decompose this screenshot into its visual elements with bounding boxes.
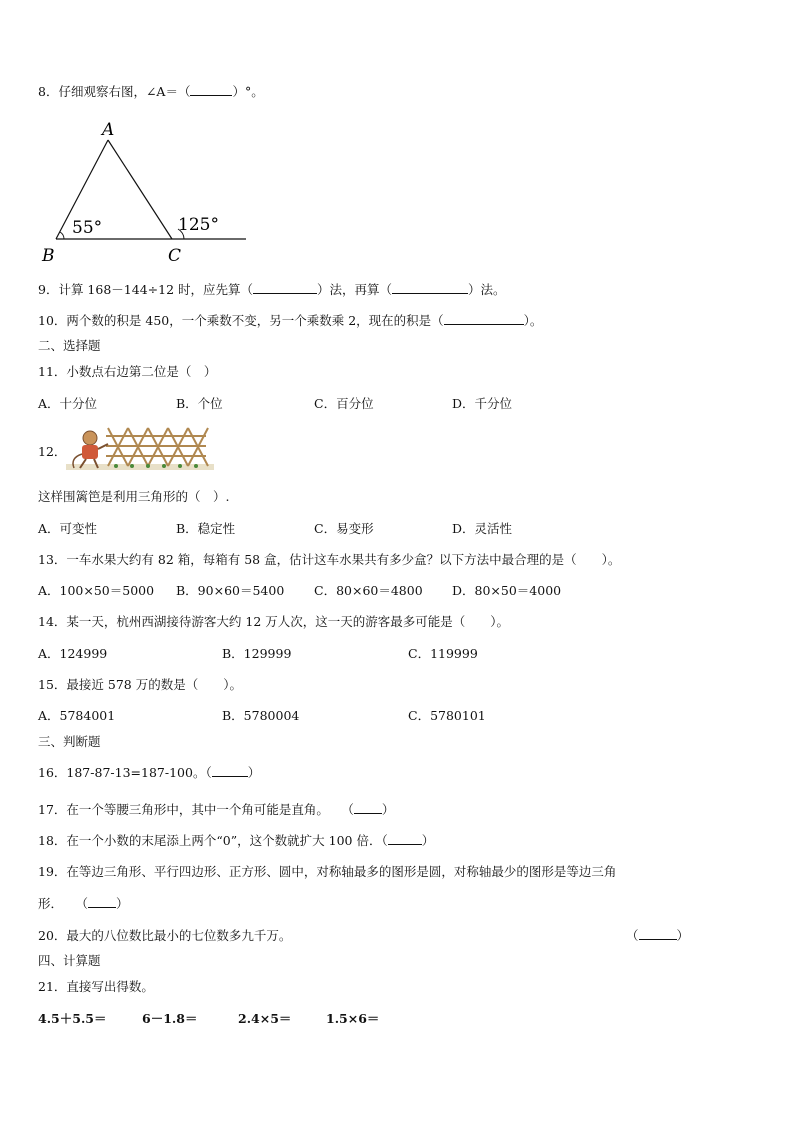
question-13: 13．一车水果大约有 82 箱，每箱有 58 盒，估计这车水果共有多少盒？以下方法中最合理的是（ ）。 xyxy=(38,552,621,567)
question-18 xyxy=(38,833,434,849)
q19-text: 形． （ xyxy=(38,896,89,911)
triangle-figure xyxy=(38,116,253,266)
q19-blank[interactable] xyxy=(88,896,116,908)
q16-blank[interactable] xyxy=(212,765,248,777)
question-17 xyxy=(38,802,394,818)
q15-option-c[interactable]: C．5780101 xyxy=(408,708,486,723)
q14-option-c[interactable]: C．119999 xyxy=(408,646,478,661)
q11-option-b[interactable]: B．个位 xyxy=(176,396,223,411)
question-19-line-1: 19．在等边三角形、平行四边形、正方形、圆中，对称轴最多的图形是圆，对称轴最少的图形是等边三角 xyxy=(38,864,617,879)
q15-option-a[interactable]: A．5784001 xyxy=(38,708,116,723)
section-3-heading: 三、判断题 xyxy=(38,734,101,749)
calc-item-4: 1.5×6＝ xyxy=(326,1011,380,1026)
section-4-heading: 四、计算题 xyxy=(38,953,101,968)
q17-text: 17．在一个等腰三角形中，其中一个角可能是直角。 （ xyxy=(38,802,354,817)
side-ac xyxy=(108,140,172,239)
q17-blank[interactable] xyxy=(354,802,382,814)
q16-suffix: ） xyxy=(247,765,261,780)
q13-option-c[interactable]: C．80×60＝4800 xyxy=(314,583,423,598)
q15-option-b[interactable]: B．5780004 xyxy=(222,708,300,723)
q11-option-d[interactable]: D．千分位 xyxy=(452,396,513,411)
q9-text-3: ）法。 xyxy=(468,282,506,297)
q12-option-d[interactable]: D．灵活性 xyxy=(452,521,513,536)
q8-prefix: 8．仔细观察右图，∠A＝（ xyxy=(38,84,191,99)
angle-b-arc xyxy=(60,232,64,239)
q17-suffix: ） xyxy=(381,802,395,817)
question-8 xyxy=(38,84,264,100)
label-a: A xyxy=(102,120,115,140)
question-19-line-2 xyxy=(38,896,129,912)
question-20: 20．最大的八位数比最小的七位数多九千万。 xyxy=(38,928,292,943)
q11-option-a[interactable]: A．十分位 xyxy=(38,396,98,411)
section-2-heading: 二、选择题 xyxy=(38,338,101,353)
question-10 xyxy=(38,313,542,329)
q13-option-d[interactable]: D．80×50＝4000 xyxy=(452,583,562,598)
q10-suffix: ）。 xyxy=(523,313,543,328)
q20-answer-paren xyxy=(626,928,689,944)
q10-text: 10．两个数的积是 450，一个乘数不变，另一个乘数乘 2，现在的积是（ xyxy=(38,313,444,328)
q12-option-b[interactable]: B．稳定性 xyxy=(176,521,236,536)
q9-blank-1[interactable] xyxy=(253,282,317,294)
q14-option-b[interactable]: B．129999 xyxy=(222,646,292,661)
q12-option-a[interactable]: A．可变性 xyxy=(38,521,98,536)
label-b: B xyxy=(42,246,55,266)
q8-suffix: ）°。 xyxy=(232,84,264,99)
question-12: 这样围篱笆是利用三角形的（ ）. xyxy=(38,489,230,504)
q9-text-2: ）法，再算（ xyxy=(317,282,393,297)
calc-item-1: 4.5＋5.5＝ xyxy=(38,1011,107,1026)
q12-option-c[interactable]: C．易变形 xyxy=(314,521,374,536)
q9-blank-2[interactable] xyxy=(392,282,468,294)
q12-number: 12． xyxy=(38,444,67,459)
q19-suffix: ） xyxy=(116,896,129,911)
question-15: 15．最接近 578 万的数是（ ）。 xyxy=(38,677,242,692)
q14-option-a[interactable]: A．124999 xyxy=(38,646,108,661)
fence-picture xyxy=(66,424,216,474)
q8-blank[interactable] xyxy=(190,84,232,96)
q9-text-1: 9．计算 168－144÷12 时，应先算（ xyxy=(38,282,253,297)
question-11: 11．小数点右边第二位是（ ） xyxy=(38,364,217,379)
q18-text: 18．在一个小数的末尾添上两个“0”，这个数就扩大 100 倍．（ xyxy=(38,833,388,848)
calc-item-3: 2.4×5＝ xyxy=(238,1011,292,1026)
question-16 xyxy=(38,765,260,781)
question-9 xyxy=(38,282,506,298)
q18-suffix: ） xyxy=(421,833,435,848)
q18-blank[interactable] xyxy=(388,833,422,845)
q13-option-b[interactable]: B．90×60＝5400 xyxy=(176,583,285,598)
q20-open-paren: （ xyxy=(626,928,639,943)
q11-option-c[interactable]: C．百分位 xyxy=(314,396,374,411)
label-c: C xyxy=(168,246,182,266)
q20-blank[interactable] xyxy=(639,928,677,940)
q13-option-a[interactable]: A．100×50＝5000 xyxy=(38,583,155,598)
q10-blank[interactable] xyxy=(444,313,524,325)
calc-item-2: 6－1.8＝ xyxy=(142,1011,198,1026)
question-21: 21．直接写出得数。 xyxy=(38,979,154,994)
label-angle-c: 125° xyxy=(178,215,219,235)
q20-close-paren: ） xyxy=(676,928,690,943)
question-14: 14．某一天，杭州西湖接待游客大约 12 万人次，这一天的游客最多可能是（ ）。 xyxy=(38,614,510,629)
q16-text: 16．187-87-13=187-100。（ xyxy=(38,765,212,780)
label-angle-b: 55° xyxy=(72,218,103,238)
